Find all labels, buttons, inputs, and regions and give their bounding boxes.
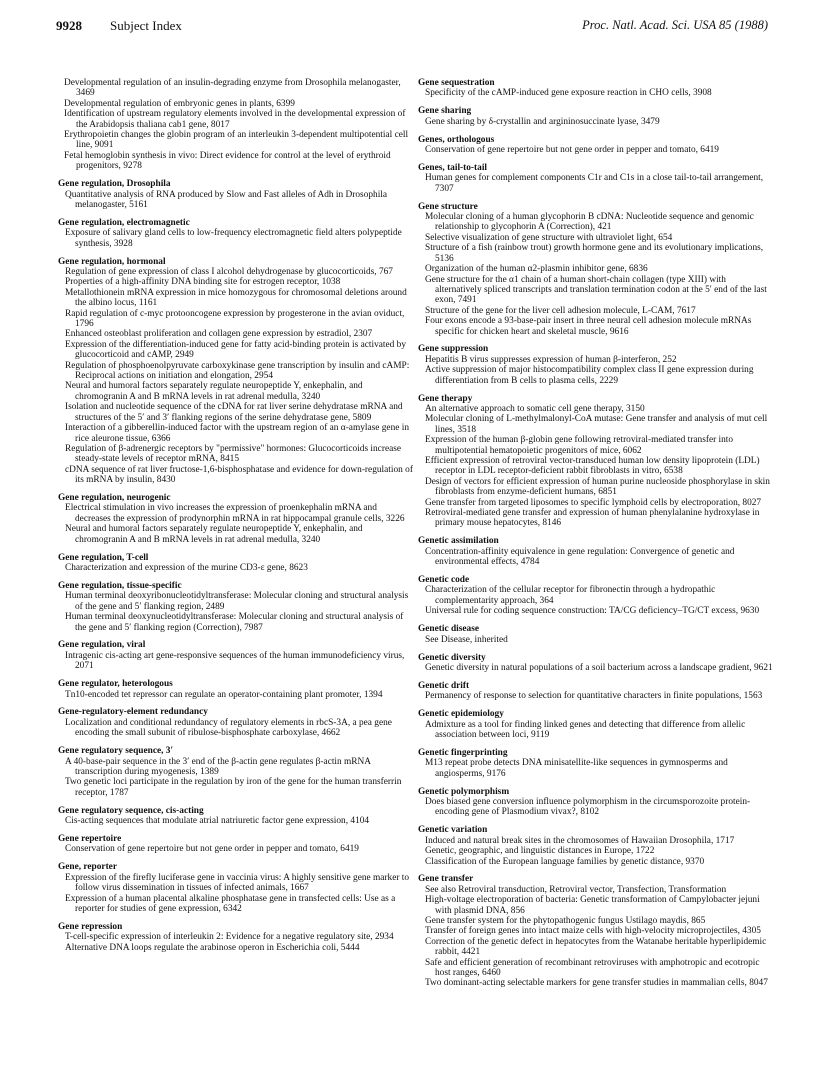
index-heading: Genetic fingerprinting xyxy=(418,747,508,758)
index-entry xyxy=(58,640,413,671)
index-heading: Gene regulation, T-cell xyxy=(58,552,149,563)
index-item: Alternative DNA loops regulate the arabinose operon in Escherichia coli, 5444 xyxy=(65,942,360,953)
page-number: 9928 xyxy=(56,18,82,33)
index-item: Efficient expression of retroviral vector-transduced human low density lipoprotein (LDL) receptor in LDL receptor-deficient rabbit fibroblasts in vitro, 6538 xyxy=(425,456,760,477)
journal-citation: Proc. Natl. Acad. Sci. USA 85 (1988) xyxy=(582,18,768,32)
index-item: Regulation of β-adrenergic receptors by "permissive" hormones: Glucocorticoids increase steady-state levels of receptor mRNA, 8415 xyxy=(65,443,402,465)
index-entry xyxy=(418,709,773,740)
index-item: Intragenic cis-acting art gene-responsive sequences of the human immunodeficiency virus, 2071 xyxy=(65,650,405,672)
index-item: T-cell-specific expression of interleukin 2: Evidence for a negative regulatory site, 2934 xyxy=(65,932,394,943)
index-item: A 40-base-pair sequence in the 3′ end of the β-actin gene regulates β-actin mRNA transcription during myogenesis, 1389 xyxy=(65,756,371,777)
index-item: Four exons encode a 93-base-pair insert in three neural cell adhesion molecule mRNAs specific for chicken heart and skeletal muscle, 9616 xyxy=(425,316,752,337)
index-heading: Gene, reporter xyxy=(58,862,117,873)
index-heading: Genetic variation xyxy=(418,825,488,836)
index-item: Properties of a high-affinity DNA binding site for estrogen receptor, 1038 xyxy=(65,277,341,288)
index-item: M13 repeat probe detects DNA minisatellite-like sequences in gymnosperms and angiosperms, 9176 xyxy=(425,758,728,779)
index-item: Molecular cloning of L-methylmalonyl-CoA mutase: Gene transfer and analysis of mut cell lines, 3518 xyxy=(425,414,768,435)
index-heading: Genes, tail-to-tail xyxy=(418,162,488,173)
index-item: Permanency of response to selection for quantitative characters in finite populations, 1563 xyxy=(425,691,763,702)
index-heading: Gene-regulatory-element redundancy xyxy=(58,707,208,718)
index-heading: Gene sharing xyxy=(418,106,472,117)
index-item: Localization and conditional redundancy of regulatory elements in rbcS-3A, a pea gene encoding the small subunit of ribulose-bisphosphate carboxylase, 4662 xyxy=(65,717,392,739)
index-item: Developmental regulation of an insulin-degrading enzyme from Drosophila melanogaster, 3469 xyxy=(64,78,401,99)
index-entry xyxy=(418,394,773,529)
index-item: Universal rule for coding sequence construction: TA/CG deficiency–TG/CT excess, 9630 xyxy=(425,606,760,617)
index-entry xyxy=(58,179,413,210)
index-item: Human terminal deoxyribonucleotidyltransferase: Molecular cloning and structural analysis of the gene and 5′ flanking region, 2489 xyxy=(65,591,409,612)
index-item: Retroviral-mediated gene transfer and expression of human phenylalanine hydroxylase in primary mouse hepatocytes, 8146 xyxy=(425,508,760,529)
index-heading: Genetic drift xyxy=(418,680,470,691)
index-item: Neural and humoral factors separately regulate neuropeptide Y, enkephalin, and chromogranin A and B mRNA levels in rat adrenal medulla, 3240 xyxy=(65,524,363,545)
index-entry xyxy=(58,707,413,738)
index-heading: Genetic disease xyxy=(418,624,479,635)
index-entry xyxy=(418,874,773,988)
index-entry xyxy=(58,493,413,545)
index-item: Genetic, geographic, and linguistic distances in Europe, 1722 xyxy=(425,846,655,857)
index-item: Rapid regulation of c-myc protooncogene expression by progesterone in the avian oviduct, 1796 xyxy=(65,308,405,330)
index-entry xyxy=(58,862,413,914)
index-item: Two genetic loci participate in the regulation by iron of the gene for the human transferrin receptor, 1787 xyxy=(65,777,402,798)
index-item: Selective visualization of gene structure with ultraviolet light, 654 xyxy=(425,232,673,243)
index-entry xyxy=(418,536,773,567)
left-index-column xyxy=(58,78,413,961)
index-item: Structure of a fish (rainbow trout) growth hormone gene and its evolutionary implications, 5136 xyxy=(425,243,764,264)
index-item: Design of vectors for efficient expression of human purine nucleoside phosphorylase in skin fibroblasts from enzyme-deficient humans, 6851 xyxy=(425,476,770,498)
index-entry xyxy=(58,581,413,633)
index-heading: Gene structure xyxy=(418,201,478,212)
index-item: Transfer of foreign genes into intact maize cells with high-velocity microprojectiles, 4305 xyxy=(425,926,761,937)
index-item: Regulation of phosphoenolpyruvate carboxykinase gene transcription by insulin and cAMP: Reciprocal actions on initiation and elongation, 2954 xyxy=(65,360,410,382)
index-item: Developmental regulation of embryonic genes in plants, 6399 xyxy=(64,98,295,109)
index-entry xyxy=(418,825,773,867)
index-item: Genetic diversity in natural populations of a soil bacterium across a landscape gradient, 9621 xyxy=(425,662,773,673)
index-entry xyxy=(418,163,773,194)
index-heading: Gene regulation, viral xyxy=(58,640,146,651)
index-item: Specificity of the cAMP-induced gene exposure reaction in CHO cells, 3908 xyxy=(425,88,712,99)
index-item: Interaction of a gibberellin-induced factor with the upstream region of an α-amylase gene in rice aleurone tissue, 6366 xyxy=(65,423,409,444)
index-item: Hepatitis B virus suppresses expression of human β-interferon, 252 xyxy=(425,354,677,365)
index-entry xyxy=(418,787,773,818)
index-item: Molecular cloning of a human glycophorin B cDNA: Nucleotide sequence and genomic relationship to glycophorin A (Correction), 421 xyxy=(425,212,754,233)
index-item: Metallothionein mRNA expression in mice homozygous for chromosomal deletions around the albino locus, 1161 xyxy=(65,287,407,309)
index-item: Human genes for complement components C1r and C1s in a close tail-to-tail arrangement, 7307 xyxy=(425,173,764,194)
index-item: Concentration-affinity equivalence in gene regulation: Convergence of genetic and environmental effects, 4784 xyxy=(425,546,735,568)
index-item: Active suppression of major histocompatibility complex class II gene expression during differentiation from B cells to plasma cells, 2229 xyxy=(425,365,754,386)
index-entry xyxy=(58,679,413,700)
index-item: cDNA sequence of rat liver fructose-1,6-bisphosphatase and evidence for down-regulation of its mRNA by insulin, 8430 xyxy=(65,464,413,486)
right-index-column xyxy=(418,78,773,996)
index-item: Regulation of gene expression of class I alcohol dehydrogenase by glucocorticoids, 767 xyxy=(65,267,393,277)
index-item: Gene structure for the α1 chain of a human short-chain collagen (type XIII) with alternatively spliced transcripts and translation termination codon at the 5′ end of the last exon, 7491 xyxy=(425,274,767,306)
index-item: Expression of the differentiation-induced gene for fatty acid-binding protein is activated by glucocorticoid and cAMP, 2949 xyxy=(65,339,407,361)
index-heading: Gene regulation, Drosophila xyxy=(58,179,171,190)
index-entry xyxy=(58,257,413,486)
index-entry xyxy=(58,218,413,249)
index-item: Electrical stimulation in vivo increases the expression of proenkephalin mRNA and decreases the expression of prodynorphin mRNA in rat hippocampal granule cells, 3226 xyxy=(65,503,405,524)
index-item: Enhanced osteoblast proliferation and collagen gene expression by estradiol, 2307 xyxy=(65,329,373,340)
index-entry xyxy=(58,746,413,798)
index-item: Identification of upstream regulatory elements involved in the developmental expression of the Arabidopsis thaliana cab1 gene, 8017 xyxy=(64,109,406,130)
index-entry xyxy=(418,344,773,386)
index-heading: Gene regulation, neurogenic xyxy=(58,493,171,504)
index-item: Two dominant-acting selectable markers for gene transfer studies in mammalian cells, 8047 xyxy=(425,978,768,989)
index-heading: Gene regulation, electromagnetic xyxy=(58,217,190,228)
index-item: Does biased gene conversion influence polymorphism in the circumsporozoite protein-encoding gene of Plasmodium vivax?, 8102 xyxy=(425,796,751,818)
index-item: Cis-acting sequences that modulate atrial natriuretic factor gene expression, 4104 xyxy=(65,816,370,827)
index-item: Induced and natural break sites in the chromosomes of Hawaiian Drosophila, 1717 xyxy=(425,835,735,846)
index-heading: Genetic polymorphism xyxy=(418,786,510,797)
index-entry xyxy=(418,106,773,127)
index-item: Conservation of gene repertoire but not gene order in pepper and tomato, 6419 xyxy=(65,844,359,855)
section-title: Subject Index xyxy=(110,18,182,33)
index-heading: Gene regulatory sequence, 3′ xyxy=(58,746,174,757)
index-entry xyxy=(418,202,773,337)
index-entry xyxy=(418,624,773,645)
index-item: Organization of the human α2-plasmin inhibitor gene, 6836 xyxy=(425,264,648,275)
index-heading: Gene repertoire xyxy=(58,834,122,844)
index-item: Isolation and nucleotide sequence of the cDNA for rat liver serine dehydratase mRNA and structures of the 5′ and 3′ flanking regions of the serine dehydratase gene, 5809 xyxy=(65,402,403,423)
index-heading: Gene transfer xyxy=(418,874,474,885)
index-item: Expression of the human β-globin gene following retroviral-mediated transfer into multipotential hematopoietic progenitors of mice, 6062 xyxy=(425,435,734,456)
index-item: Quantitative analysis of RNA produced by Slow and Fast alleles of Adh in Drosophila melanogaster, 5161 xyxy=(65,189,388,210)
index-item: Gene transfer system for the phytopathogenic fungus Ustilago maydis, 865 xyxy=(425,916,706,927)
index-item: Conservation of gene repertoire but not gene order in pepper and tomato, 6419 xyxy=(425,145,719,156)
index-heading: Gene regulatory sequence, cis-acting xyxy=(58,805,204,816)
index-item: Characterization of the cellular receptor for fibronectin through a hydropathic complementarity approach, 364 xyxy=(425,585,716,606)
index-item: Characterization and expression of the murine CD3-ε gene, 8623 xyxy=(65,562,308,573)
index-heading: Gene regulator, heterologous xyxy=(58,679,173,690)
index-item: See Disease, inherited xyxy=(425,634,508,645)
index-item: Neural and humoral factors separately regulate neuropeptide Y, enkephalin, and chromogranin A and B mRNA levels in rat adrenal medulla, 3240 xyxy=(65,381,363,402)
continued-entry xyxy=(58,78,413,172)
index-item: Exposure of salivary gland cells to low-frequency electromagnetic field alters polypeptide synthesis, 3928 xyxy=(65,228,402,249)
index-item: Fetal hemoglobin synthesis in vivo: Direct evidence for control at the level of erythroid progenitors, 9278 xyxy=(64,150,391,172)
index-entry xyxy=(58,806,413,827)
index-heading: Genetic diversity xyxy=(418,652,486,663)
index-heading: Genetic assimilation xyxy=(418,536,499,547)
index-heading: Genetic code xyxy=(418,575,470,586)
index-entry xyxy=(418,748,773,779)
index-item: Structure of the gene for the liver cell adhesion molecule, L-CAM, 7617 xyxy=(425,305,696,316)
index-item: Tn10-encoded tet repressor can regulate an operator-containing plant promoter, 1394 xyxy=(65,689,383,700)
index-item: Gene transfer from targeted liposomes to specific lymphoid cells by electroporation, 8027 xyxy=(425,497,762,508)
index-item: See also Retroviral transduction, Retroviral vector, Transfection, Transformation xyxy=(425,884,727,895)
index-entry xyxy=(58,553,413,574)
index-entry xyxy=(418,681,773,702)
index-item: Expression of the firefly luciferase gene in vaccinia virus: A highly sensitive gene marker to follow virus dissemination in tissues of infected animals, 1667 xyxy=(65,872,410,894)
index-entry xyxy=(418,135,773,156)
index-item: Expression of a human placental alkaline phosphatase gene in transfected cells: Use as a reporter for studies of gene expression, 6342 xyxy=(65,893,396,914)
index-item: Correction of the genetic defect in hepatocytes from the Watanabe heritable hyperlipidemic rabbit, 4421 xyxy=(425,936,767,958)
index-item: Classification of the European language families by genetic distance, 9370 xyxy=(425,856,705,867)
index-heading: Genes, orthologous xyxy=(418,134,495,145)
index-heading: Gene regulation, tissue-specific xyxy=(58,580,182,591)
index-item: An alternative approach to somatic cell gene therapy, 3150 xyxy=(425,403,645,414)
index-entry xyxy=(418,653,773,674)
index-item: Safe and efficient generation of recombinant retroviruses with amphotropic and ecotropic host ranges, 6460 xyxy=(425,957,760,979)
index-item: High-voltage electroporation of bacteria: Genetic transformation of Campylobacter jejuni with plasmid DNA, 856 xyxy=(425,895,760,916)
index-heading: Gene sequestration xyxy=(418,78,495,88)
index-item: Gene sharing by δ-crystallin and argininosuccinate lyase, 3479 xyxy=(425,116,660,127)
index-item: Human terminal deoxynucleotidyltransferase: Molecular cloning and structural analysis of the gene and 5′ flanking region (Correction), 7987 xyxy=(65,612,404,633)
index-entry xyxy=(58,834,413,855)
page-header xyxy=(56,18,768,38)
index-entry xyxy=(418,575,773,617)
index-heading: Gene therapy xyxy=(418,393,473,404)
index-item: Erythropoietin changes the globin program of an interleukin 3-dependent multipotential cell line, 9091 xyxy=(64,130,409,151)
index-item: Admixture as a tool for finding linked genes and detecting that difference from allelic association between loci, 9119 xyxy=(425,719,746,740)
index-heading: Gene suppression xyxy=(418,344,489,355)
index-heading: Gene repression xyxy=(58,921,123,932)
index-entry xyxy=(418,78,773,99)
index-entry xyxy=(58,922,413,953)
index-heading: Gene regulation, hormonal xyxy=(58,256,166,267)
index-heading: Genetic epidemiology xyxy=(418,709,504,720)
